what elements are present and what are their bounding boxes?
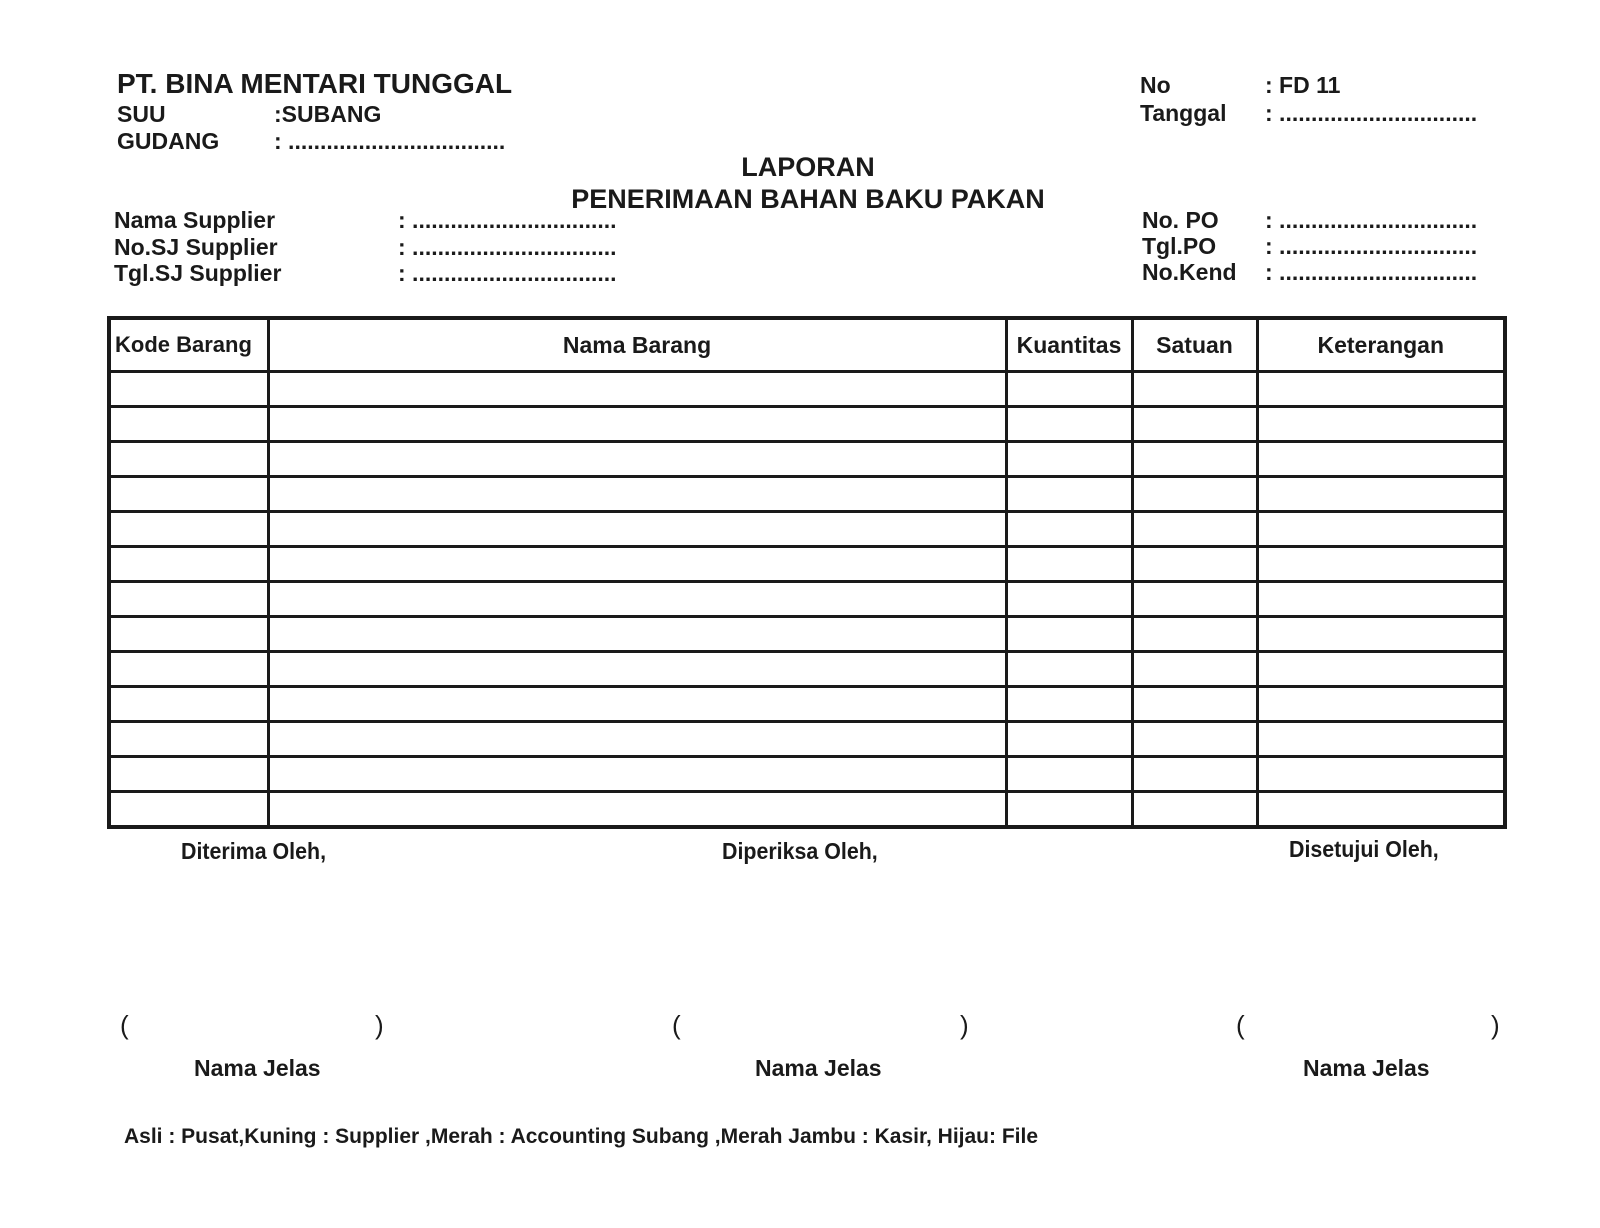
cell-nama-barang[interactable] xyxy=(268,722,1006,757)
diterima-oleh-heading: Diterima Oleh, xyxy=(181,838,327,864)
no-po-label: No. PO xyxy=(1142,207,1219,233)
cell-kuantitas[interactable] xyxy=(1006,512,1132,547)
cell-satuan[interactable] xyxy=(1132,652,1257,687)
table-row xyxy=(109,617,1505,652)
cell-kode-barang[interactable] xyxy=(109,722,268,757)
cell-keterangan[interactable] xyxy=(1257,547,1505,582)
tgl-sj-supplier-value: : ................................ xyxy=(398,260,617,286)
cell-nama-barang[interactable] xyxy=(268,547,1006,582)
nama-jelas-2: Nama Jelas xyxy=(755,1055,882,1081)
cell-kuantitas[interactable] xyxy=(1006,372,1132,407)
cell-kode-barang[interactable] xyxy=(109,582,268,617)
signature-close-paren-2: ) xyxy=(960,1010,969,1040)
cell-kuantitas[interactable] xyxy=(1006,652,1132,687)
col-kuantitas: Kuantitas xyxy=(1006,318,1132,372)
tgl-po-label: Tgl.PO xyxy=(1142,233,1217,259)
cell-kode-barang[interactable] xyxy=(109,617,268,652)
nama-supplier-value: : ................................ xyxy=(398,207,617,233)
cell-keterangan[interactable] xyxy=(1257,582,1505,617)
signature-close-paren-3: ) xyxy=(1491,1010,1500,1040)
cell-kode-barang[interactable] xyxy=(109,547,268,582)
cell-satuan[interactable] xyxy=(1132,617,1257,652)
cell-nama-barang[interactable] xyxy=(268,652,1006,687)
suu-label: SUU xyxy=(117,101,166,127)
table-row xyxy=(109,477,1505,512)
cell-nama-barang[interactable] xyxy=(268,617,1006,652)
copy-distribution-note: Asli : Pusat,Kuning : Supplier ,Merah : Accounting Subang ,Merah Jambu : Kasir, Hijau: File xyxy=(124,1125,1038,1148)
cell-kuantitas[interactable] xyxy=(1006,687,1132,722)
table-body xyxy=(109,372,1505,828)
signature-open-paren-1: ( xyxy=(120,1010,129,1040)
col-kode-barang: Kode Barang xyxy=(109,318,268,372)
no-sj-supplier-label: No.SJ Supplier xyxy=(114,234,278,260)
no-label: No xyxy=(1140,72,1171,98)
table-row xyxy=(109,547,1505,582)
cell-kode-barang[interactable] xyxy=(109,442,268,477)
signature-close-paren-1: ) xyxy=(375,1010,384,1040)
table-row xyxy=(109,792,1505,828)
gudang-value: : .................................. xyxy=(274,128,506,154)
table-row xyxy=(109,582,1505,617)
cell-satuan[interactable] xyxy=(1132,407,1257,442)
cell-keterangan[interactable] xyxy=(1257,687,1505,722)
table-row xyxy=(109,442,1505,477)
table-row xyxy=(109,372,1505,407)
col-nama-barang: Nama Barang xyxy=(268,318,1006,372)
cell-nama-barang[interactable] xyxy=(268,512,1006,547)
no-kend-label: No.Kend xyxy=(1142,259,1237,285)
col-keterangan: Keterangan xyxy=(1257,318,1505,372)
cell-kuantitas[interactable] xyxy=(1006,617,1132,652)
cell-keterangan[interactable] xyxy=(1257,477,1505,512)
cell-kuantitas[interactable] xyxy=(1006,757,1132,792)
cell-nama-barang[interactable] xyxy=(268,442,1006,477)
no-po-value: : ............................... xyxy=(1265,207,1478,233)
report-subtitle: PENERIMAAN BAHAN BAKU PAKAN xyxy=(571,184,1045,214)
cell-kode-barang[interactable] xyxy=(109,757,268,792)
table-header-row xyxy=(109,318,1505,372)
table-row xyxy=(109,722,1505,757)
tgl-po-value: : ............................... xyxy=(1265,233,1478,259)
cell-nama-barang[interactable] xyxy=(268,757,1006,792)
cell-satuan[interactable] xyxy=(1132,582,1257,617)
cell-satuan[interactable] xyxy=(1132,372,1257,407)
diperiksa-oleh-heading: Diperiksa Oleh, xyxy=(722,838,878,864)
cell-satuan[interactable] xyxy=(1132,547,1257,582)
table-row xyxy=(109,652,1505,687)
no-value: : FD 11 xyxy=(1265,72,1341,98)
cell-nama-barang[interactable] xyxy=(268,477,1006,512)
cell-keterangan[interactable] xyxy=(1257,512,1505,547)
cell-kode-barang[interactable] xyxy=(109,687,268,722)
cell-keterangan[interactable] xyxy=(1257,722,1505,757)
report-title: LAPORAN xyxy=(741,152,875,182)
cell-satuan[interactable] xyxy=(1132,687,1257,722)
cell-keterangan[interactable] xyxy=(1257,757,1505,792)
gudang-label: GUDANG xyxy=(117,128,220,154)
suu-value: :SUBANG xyxy=(274,101,382,127)
disetujui-oleh-heading: Disetujui Oleh, xyxy=(1289,836,1439,862)
nama-jelas-1: Nama Jelas xyxy=(194,1055,321,1081)
tgl-sj-supplier-label: Tgl.SJ Supplier xyxy=(114,260,282,286)
table-row xyxy=(109,407,1505,442)
col-satuan: Satuan xyxy=(1132,318,1257,372)
cell-keterangan[interactable] xyxy=(1257,442,1505,477)
cell-kode-barang[interactable] xyxy=(109,407,268,442)
cell-satuan[interactable] xyxy=(1132,477,1257,512)
cell-kuantitas[interactable] xyxy=(1006,407,1132,442)
cell-nama-barang[interactable] xyxy=(268,372,1006,407)
cell-keterangan[interactable] xyxy=(1257,617,1505,652)
cell-keterangan[interactable] xyxy=(1257,372,1505,407)
cell-nama-barang[interactable] xyxy=(268,687,1006,722)
cell-nama-barang[interactable] xyxy=(268,407,1006,442)
cell-kode-barang[interactable] xyxy=(109,652,268,687)
cell-satuan[interactable] xyxy=(1132,757,1257,792)
tanggal-value: : ............................... xyxy=(1265,100,1478,126)
cell-nama-barang[interactable] xyxy=(268,792,1006,828)
cell-satuan[interactable] xyxy=(1132,442,1257,477)
cell-keterangan[interactable] xyxy=(1257,407,1505,442)
cell-kode-barang[interactable] xyxy=(109,477,268,512)
cell-satuan[interactable] xyxy=(1132,512,1257,547)
cell-nama-barang[interactable] xyxy=(268,582,1006,617)
nama-jelas-3: Nama Jelas xyxy=(1303,1055,1430,1081)
no-kend-value: : ............................... xyxy=(1265,259,1478,285)
cell-kuantitas[interactable] xyxy=(1006,477,1132,512)
cell-keterangan[interactable] xyxy=(1257,652,1505,687)
company-name: PT. BINA MENTARI TUNGGAL xyxy=(117,68,513,99)
cell-kuantitas[interactable] xyxy=(1006,442,1132,477)
signature-open-paren-3: ( xyxy=(1236,1010,1245,1040)
table-row xyxy=(109,512,1505,547)
cell-kode-barang[interactable] xyxy=(109,792,268,828)
table-row xyxy=(109,687,1505,722)
nama-supplier-label: Nama Supplier xyxy=(114,207,276,233)
cell-kode-barang[interactable] xyxy=(109,372,268,407)
cell-keterangan[interactable] xyxy=(1257,792,1505,828)
cell-satuan[interactable] xyxy=(1132,722,1257,757)
cell-satuan[interactable] xyxy=(1132,792,1257,828)
cell-kode-barang[interactable] xyxy=(109,512,268,547)
goods-receipt-table xyxy=(107,316,1507,829)
table-row xyxy=(109,757,1505,792)
signature-open-paren-2: ( xyxy=(672,1010,681,1040)
cell-kuantitas[interactable] xyxy=(1006,722,1132,757)
tanggal-label: Tanggal xyxy=(1140,100,1227,126)
cell-kuantitas[interactable] xyxy=(1006,792,1132,828)
cell-kuantitas[interactable] xyxy=(1006,547,1132,582)
cell-kuantitas[interactable] xyxy=(1006,582,1132,617)
no-sj-supplier-value: : ................................ xyxy=(398,234,617,260)
